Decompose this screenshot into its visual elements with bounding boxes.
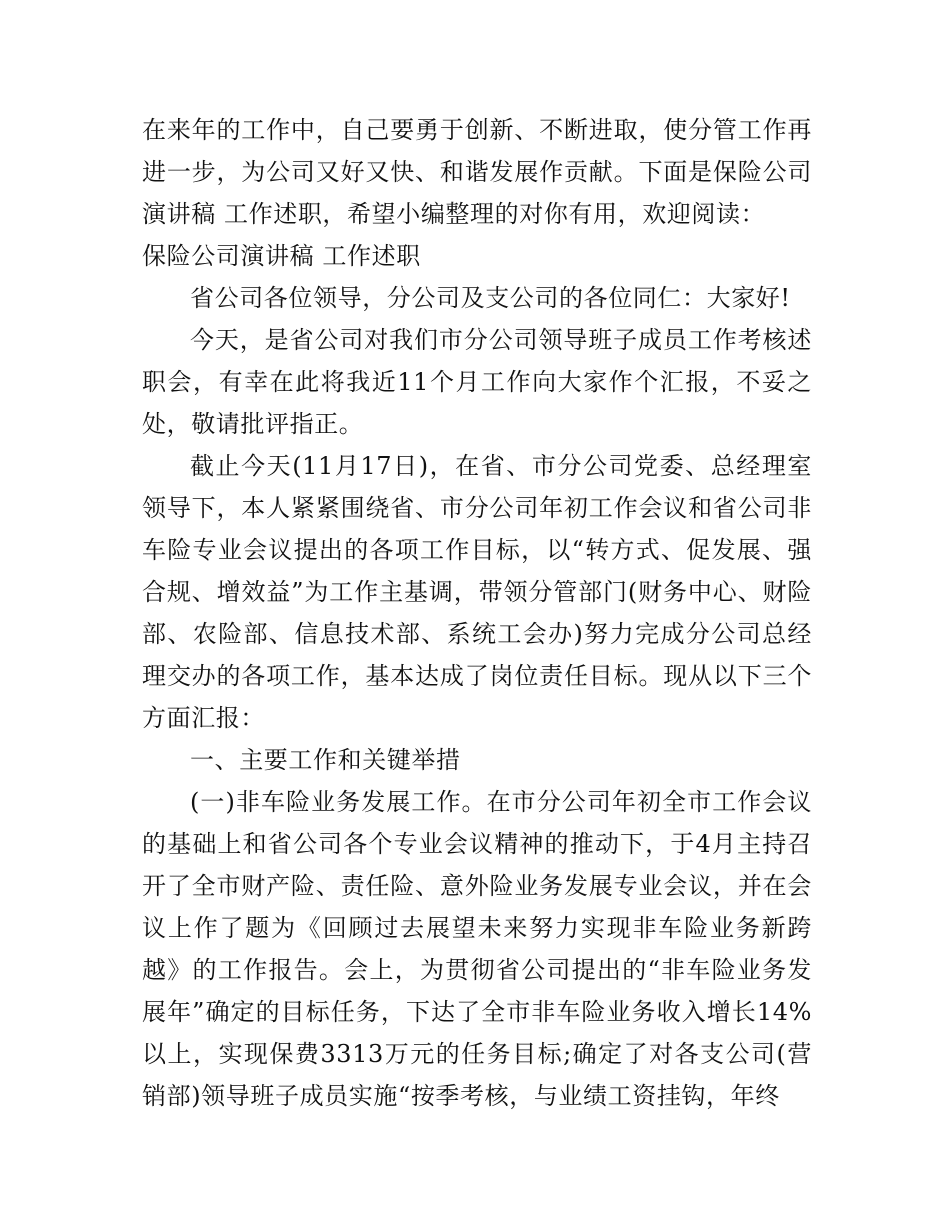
document-body (142, 109, 812, 1117)
non-auto-insurance-paragraph: (一)非车险业务发展工作。在市分公司年初全市工作会议的基础上和省公司各个专业会议精神的推动下，于4月主持召开了全市财产险、责任险、意外险业务发展专业会议，并在会议上作了题为《回顾过去展望未来努力实现非车险业务新跨越》的工作报告。会上，为贯彻省公司提出的“非车险业务发展年”确定的目标任务，下达了全市非车险业务收入增长14%以上，实现保费3313万元的任务目标;确定了对各支公司(营销部)领导班子成员实施“按季考核，与业绩工资挂钩，年终 (142, 788, 812, 1110)
opening-paragraph: 今天，是省公司对我们市分公司领导班子成员工作考核述职会，有幸在此将我近11个月工作向大家作个汇报，不妥之处，敬请批评指正。 (142, 326, 812, 438)
document-title: 保险公司演讲稿 工作述职 (142, 242, 421, 270)
greeting-paragraph: 省公司各位领导，分公司及支公司的各位同仁：大家好! (190, 284, 791, 312)
summary-paragraph: 截止今天(11月17日)，在省、市分公司党委、总经理室领导下，本人紧紧围绕省、市分公司年初工作会议和省公司非车险专业会议提出的各项工作目标，以“转方式、促发展、强合规、增效益”为工作主基调，带领分管部门(财务中心、财险部、农险部、信息技术部、系统工会办)努力完成分公司总经理交办的各项工作，基本达成了岗位责任目标。现从以下三个方面汇报： (142, 452, 812, 732)
section-heading: 一、主要工作和关键举措 (190, 746, 461, 774)
intro-paragraph: 在来年的工作中，自己要勇于创新、不断进取，使分管工作再进一步，为公司又好又快、和谐发展作贡献。下面是保险公司演讲稿 工作述职，希望小编整理的对你有用，欢迎阅读： (142, 116, 812, 228)
